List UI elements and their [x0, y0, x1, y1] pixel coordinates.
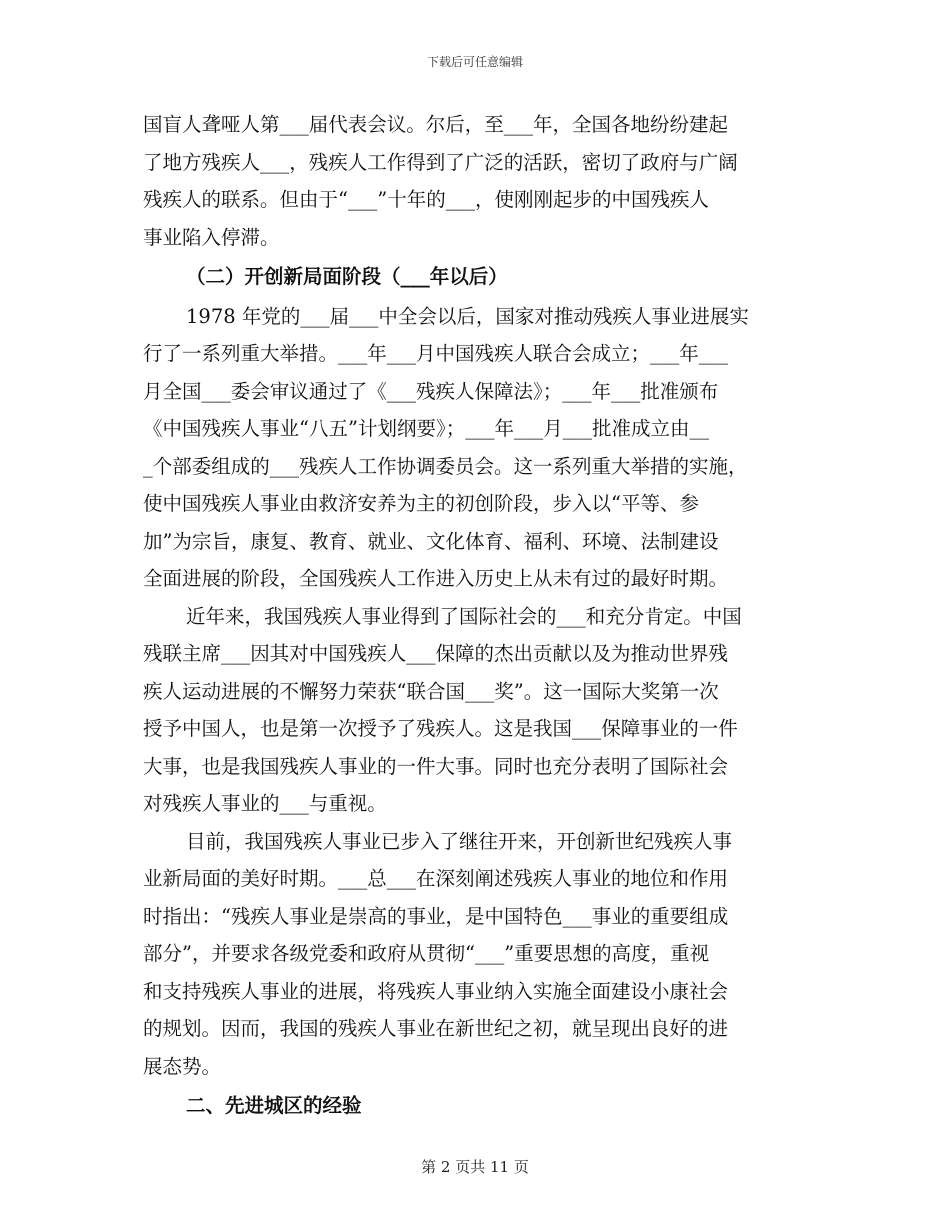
text-line: 展态势。 — [143, 1054, 222, 1078]
text-line: 和支持残疾人事业的进展，将残疾人事业纳入实施全面建设小康社会 — [143, 979, 729, 1003]
text-line: 加”为宗旨，康复、教育、就业、文化体育、福利、环境、法制建设 — [143, 529, 719, 553]
document-body — [143, 106, 803, 1125]
text-line: 使中国残疾人事业由救济安养为主的初创阶段，步入以“平等、参 — [143, 492, 699, 515]
text-line: 了地方残疾人___，残疾人工作得到了广泛的活跃，密切了政府与广阔 — [143, 150, 738, 174]
section-heading: 二、先进城区的经验 — [186, 1094, 362, 1117]
text-line: 对残疾人事业的___与重视。 — [143, 792, 387, 815]
page-footer: 第 2 页共 11 页 — [421, 1158, 529, 1176]
text-line: _个部委组成的___残疾人工作协调委员会。这一系列重大举措的实施， — [143, 454, 748, 478]
text-line: 部分”，并要求各级党委和政府从贯彻“___”重要思想的高度，重视 — [143, 942, 710, 965]
text-line: 时指出：“残疾人事业是崇高的事业，是中国特色___事业的重要组成 — [143, 904, 729, 928]
section-subheading: （二）开创新局面阶段（___年以后） — [186, 265, 508, 288]
text-line: 全面进展的阶段，全国残疾人工作进入历史上从未有过的最好时期。 — [143, 567, 729, 590]
paragraph-1 — [143, 106, 803, 256]
text-line: 月全国___委会审议通过了《___残疾人保障法》；___年___批准颁布 — [143, 379, 719, 403]
text-line: 残疾人的联系。但由于“___”十年的___，使刚刚起步的中国残疾人 — [143, 188, 709, 211]
text-line: 《中国残疾人事业“八五”计划纲要》；___年___月___批准成立由__ — [143, 417, 709, 440]
text-line: 残联主席___因其对中国残疾人___保障的杰出贡献以及为推动世界残 — [143, 642, 729, 665]
text-line: 目前，我国残疾人事业已步入了继往开来，开创新世纪残疾人事 — [186, 829, 733, 853]
text-line: 的规划。因而，我国的残疾人事业在新世纪之初，就呈现出良好的进 — [143, 1017, 729, 1040]
page-header: 下载后可任意编辑 — [426, 55, 523, 69]
text-line: 近年来，我国残疾人事业得到了国际社会的___和充分肯定。中国 — [186, 604, 742, 628]
text-line: 事业陷入停滞。 — [143, 225, 280, 249]
paragraph-4 — [143, 823, 803, 1086]
text-line: 行了一系列重大举措。___年___月中国残疾人联合会成立；___年___ — [143, 342, 729, 365]
text-line: 业新局面的美好时期。___总___在深刻阐述残疾人事业的地位和作用 — [143, 867, 729, 890]
text-line: 1978 年党的___届___中全会以后，国家对推动残疾人事业进展实 — [186, 304, 749, 328]
text-line: 大事，也是我国残疾人事业的一件大事。同时也充分表明了国际社会 — [143, 754, 729, 778]
text-line: 授予中国人，也是第一次授予了残疾人。这是我国___保障事业的一件 — [143, 717, 738, 740]
paragraph-2 — [143, 298, 803, 598]
paragraph-3 — [143, 598, 803, 823]
text-line: 疾人运动进展的不懈努力荣获“联合国___奖”。这一国际大奖第一次 — [143, 679, 719, 703]
text-line: 国盲人聋哑人第___届代表会议。尔后，至___年，全国各地纷纷建起 — [143, 113, 729, 136]
